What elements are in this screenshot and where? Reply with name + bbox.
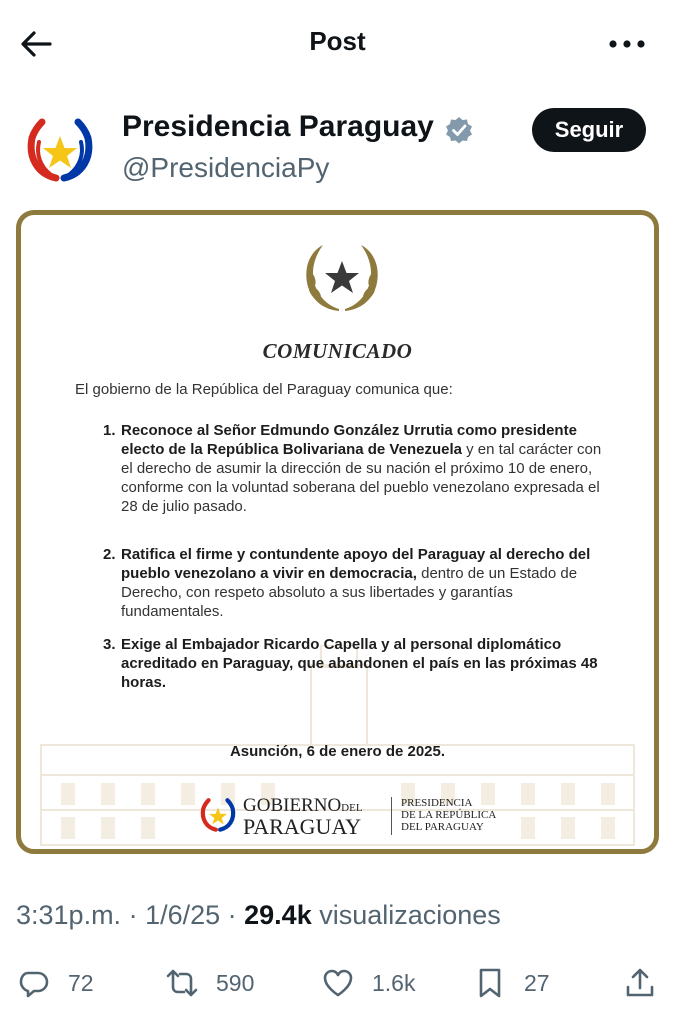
back-button[interactable]	[16, 24, 56, 64]
view-count: 29.4k	[244, 900, 312, 930]
repost-icon	[166, 967, 198, 999]
more-dots-icon	[605, 26, 649, 62]
paraguay-emblem-icon	[197, 795, 239, 837]
gob-line1: GOBIERNODEL	[243, 795, 363, 816]
item-text: dentro de un Estado de Derecho, con respeto absoluto a sus libertades y garantías fundamentales.	[121, 565, 578, 620]
document-intro: El gobierno de la República del Paraguay comunica que:	[75, 381, 453, 398]
post-meta: 3:31p.m. · 1/6/25 · 29.4k visualizaciones	[16, 900, 501, 930]
logo-divider	[391, 797, 392, 835]
bookmark-button[interactable]	[474, 960, 550, 1006]
item-bold-text: Ratifica el firme y contundente apoyo del Paraguay al derecho del pueblo venezolano a vivir en democracia,	[121, 546, 591, 582]
bookmark-icon	[474, 967, 506, 999]
post-image[interactable]	[16, 210, 659, 854]
arrow-left-icon	[16, 24, 56, 64]
presidencia-text: PRESIDENCIA DE LA REPÚBLICA DEL PARAGUAY	[401, 797, 497, 833]
government-logo	[197, 793, 497, 839]
author-name[interactable]: Presidencia Paraguay	[122, 110, 434, 143]
document-heading: COMUNICADO	[262, 339, 413, 363]
share-button[interactable]	[624, 960, 656, 1006]
document-item	[103, 635, 611, 692]
repost-count: 590	[216, 969, 255, 996]
post-date[interactable]: 1/6/25	[145, 900, 221, 930]
document-item	[103, 545, 611, 621]
post-time[interactable]: 3:31p.m.	[16, 900, 122, 930]
heart-icon	[322, 967, 354, 999]
item-text: y en tal carácter con el derecho de asumir la dirección de su nación el próximo 10 de enero, conforme con la voluntad soberana del pueblo venezolano expresada el 28 de julio pasado.	[121, 441, 602, 515]
gob-del: DEL	[341, 802, 363, 814]
bookmark-count: 27	[524, 969, 550, 996]
reply-button[interactable]	[18, 960, 94, 1006]
like-count: 1.6k	[372, 969, 416, 996]
share-icon	[624, 967, 656, 999]
laurel-star-seal-icon	[297, 239, 387, 319]
item-number: 1.	[103, 422, 116, 439]
item-number: 2.	[103, 546, 116, 563]
more-options-button[interactable]	[605, 26, 649, 62]
page-title: Post	[309, 26, 366, 56]
follow-button[interactable]: Seguir	[532, 108, 646, 152]
document-date: Asunción, 6 de enero de 2025.	[229, 743, 446, 760]
gob-line2: PARAGUAY	[243, 814, 362, 839]
item-bold-text: Exige al Embajador Ricardo Capella y al personal diplomático acreditado en Paraguay, que abandonen el país en las próximas 48 horas.	[121, 636, 598, 691]
views-label: visualizaciones	[311, 900, 501, 930]
top-bar	[0, 0, 675, 88]
document-item	[103, 421, 611, 516]
paraguay-emblem-icon	[20, 112, 100, 192]
item-number: 3.	[103, 636, 116, 653]
author-avatar[interactable]	[20, 112, 100, 192]
item-bold-text: Reconoce al Señor Edmundo González Urrutia como presidente electo de la República Bolivariana de Venezuela	[121, 422, 577, 458]
verified-badge-icon	[444, 115, 474, 145]
action-bar	[0, 960, 675, 1008]
reply-icon	[18, 967, 50, 999]
repost-button[interactable]	[166, 960, 254, 1006]
like-button[interactable]	[322, 960, 415, 1006]
author-handle[interactable]: @PresidenciaPy	[122, 152, 330, 183]
reply-count: 72	[68, 969, 94, 996]
